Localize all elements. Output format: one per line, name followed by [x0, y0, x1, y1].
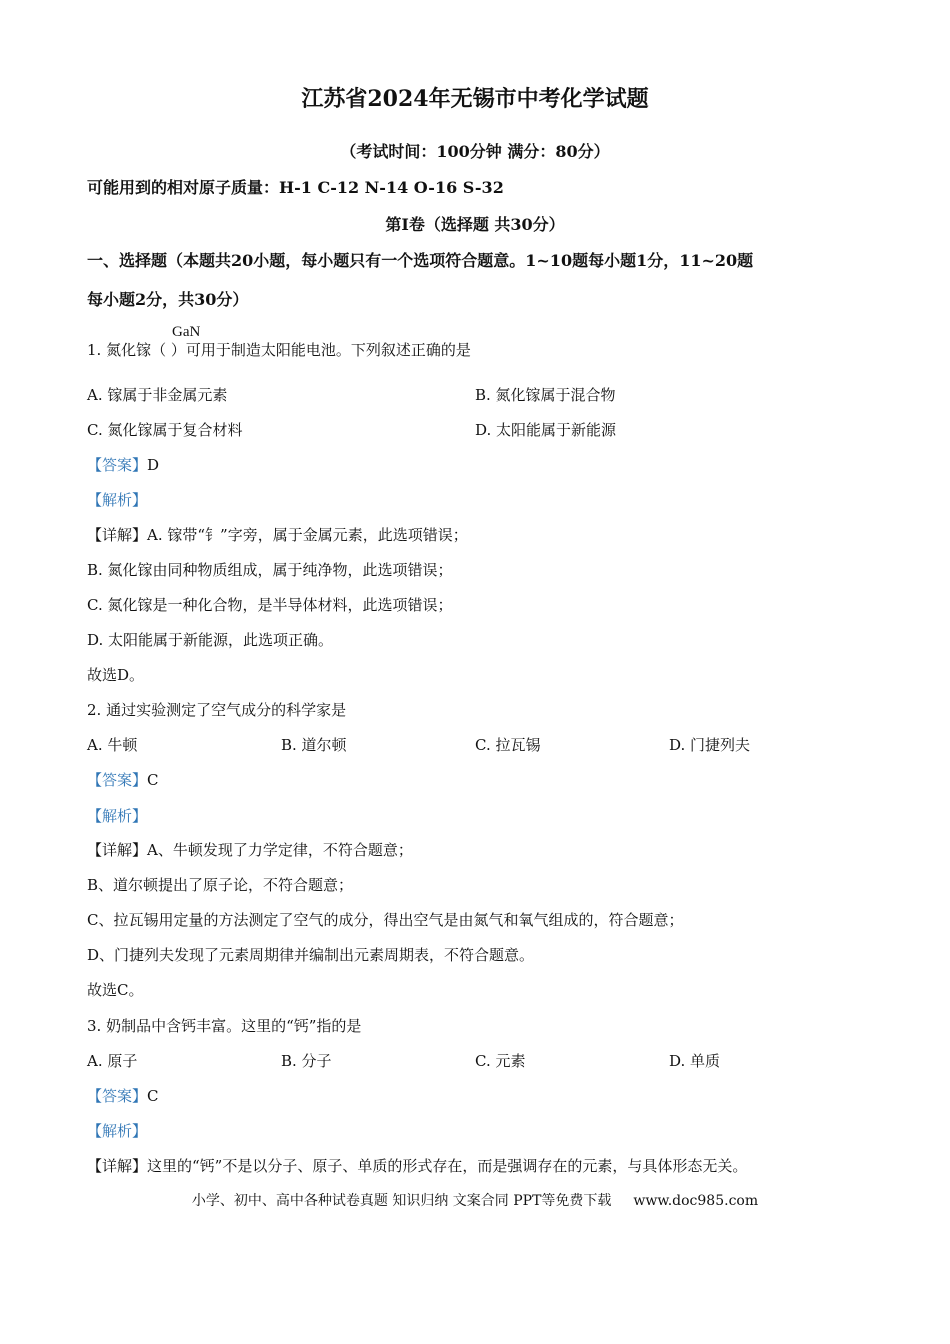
- answer-tag: 【答案】: [87, 456, 148, 474]
- q3-analysis-tag: 【解析】: [87, 1122, 148, 1140]
- q1-answer: D: [147, 456, 160, 474]
- page-title: 江苏省2024年无锡市中考化学试题: [301, 86, 649, 112]
- detail-tag: 【详解】: [87, 1157, 148, 1175]
- q3-option-d: D. 单质: [669, 1052, 721, 1070]
- q1-answer-line: [87, 455, 159, 475]
- q3-answer: C: [147, 1087, 159, 1105]
- atomic-mass-line: 可能用到的相对原子质量：H-1 C-12 N-14 O-16 S-32: [87, 178, 504, 197]
- section-heading-line1: 一、选择题（本题共20小题，每小题只有一个选项符合题意。1~10题每小题1分，11~20题: [87, 251, 754, 270]
- q1-detail-line3: C. 氮化镓是一种化合物，是半导体材料，此选项错误；: [87, 596, 453, 614]
- section-heading-line2: 每小题2分，共30分）: [87, 290, 249, 309]
- q1-detail-line4: D. 太阳能属于新能源，此选项正确。: [87, 631, 334, 649]
- q1-conclusion: 故选D。: [87, 666, 145, 684]
- q3-detail-line1: [87, 1156, 747, 1176]
- q2-answer-line: [87, 770, 159, 790]
- detail-tag: 【详解】: [87, 526, 148, 544]
- q1-formula: GaN: [172, 324, 201, 340]
- footer-url[interactable]: www.doc985.com: [633, 1193, 759, 1209]
- q2-detail-line4: D、门捷列夫发现了元素周期律并编制出元素周期表，不符合题意。: [87, 946, 535, 964]
- q2-detail-text: A、牛顿发现了力学定律，不符合题意；: [147, 841, 413, 859]
- q2-detail-line2: B、道尔顿提出了原子论，不符合题意；: [87, 876, 354, 894]
- q3-stem: 3. 奶制品中含钙丰富。这里的“钙”指的是: [87, 1017, 362, 1035]
- detail-tag: 【详解】: [87, 841, 148, 859]
- footer-text: 小学、初中、高中各种试卷真题 知识归纳 文案合同 PPT等免费下载: [191, 1193, 612, 1209]
- q2-detail-line3: C、拉瓦锡用定量的方法测定了空气的成分，得出空气是由氮气和氧气组成的，符合题意；: [87, 911, 684, 929]
- answer-tag: 【答案】: [87, 1087, 148, 1105]
- q1-option-d: D. 太阳能属于新能源: [475, 421, 617, 439]
- answer-tag: 【答案】: [87, 771, 148, 789]
- q2-detail-line1: [87, 840, 413, 860]
- q2-analysis-tag: 【解析】: [87, 807, 148, 825]
- q2-option-b: B. 道尔顿: [281, 736, 347, 754]
- q2-option-c: C. 拉瓦锡: [475, 736, 541, 754]
- page-footer: [0, 1192, 950, 1210]
- q1-analysis-tag: 【解析】: [87, 491, 148, 509]
- q1-detail-text: A. 镓带“钅”字旁，属于金属元素，此选项错误；: [147, 526, 468, 544]
- exam-info: （考试时间：100分钟 满分：80分）: [340, 142, 610, 161]
- q2-option-d: D. 门捷列夫: [669, 736, 751, 754]
- q2-conclusion: 故选C。: [87, 981, 144, 999]
- q2-answer: C: [147, 771, 159, 789]
- q1-detail-line2: B. 氮化镓由同种物质组成，属于纯净物，此选项错误；: [87, 561, 453, 579]
- q3-answer-line: [87, 1086, 159, 1106]
- q3-option-c: C. 元素: [475, 1052, 526, 1070]
- q3-detail-text: 这里的“钙”不是以分子、原子、单质的形式存在，而是强调存在的元素，与具体形态无关。: [147, 1157, 748, 1175]
- q1-stem: 1. 氮化镓（ ）可用于制造太阳能电池。下列叙述正确的是: [87, 341, 471, 359]
- q2-option-a: A. 牛顿: [87, 736, 138, 754]
- q2-stem: 2. 通过实验测定了空气成分的科学家是: [87, 701, 347, 719]
- q3-option-b: B. 分子: [281, 1052, 332, 1070]
- q1-detail-line1: [87, 525, 468, 545]
- volume-title: 第Ⅰ卷（选择题 共30分）: [385, 215, 565, 234]
- q1-option-c: C. 氮化镓属于复合材料: [87, 421, 243, 439]
- q1-option-b: B. 氮化镓属于混合物: [475, 386, 616, 404]
- q3-option-a: A. 原子: [87, 1052, 138, 1070]
- q1-option-a: A. 镓属于非金属元素: [87, 386, 228, 404]
